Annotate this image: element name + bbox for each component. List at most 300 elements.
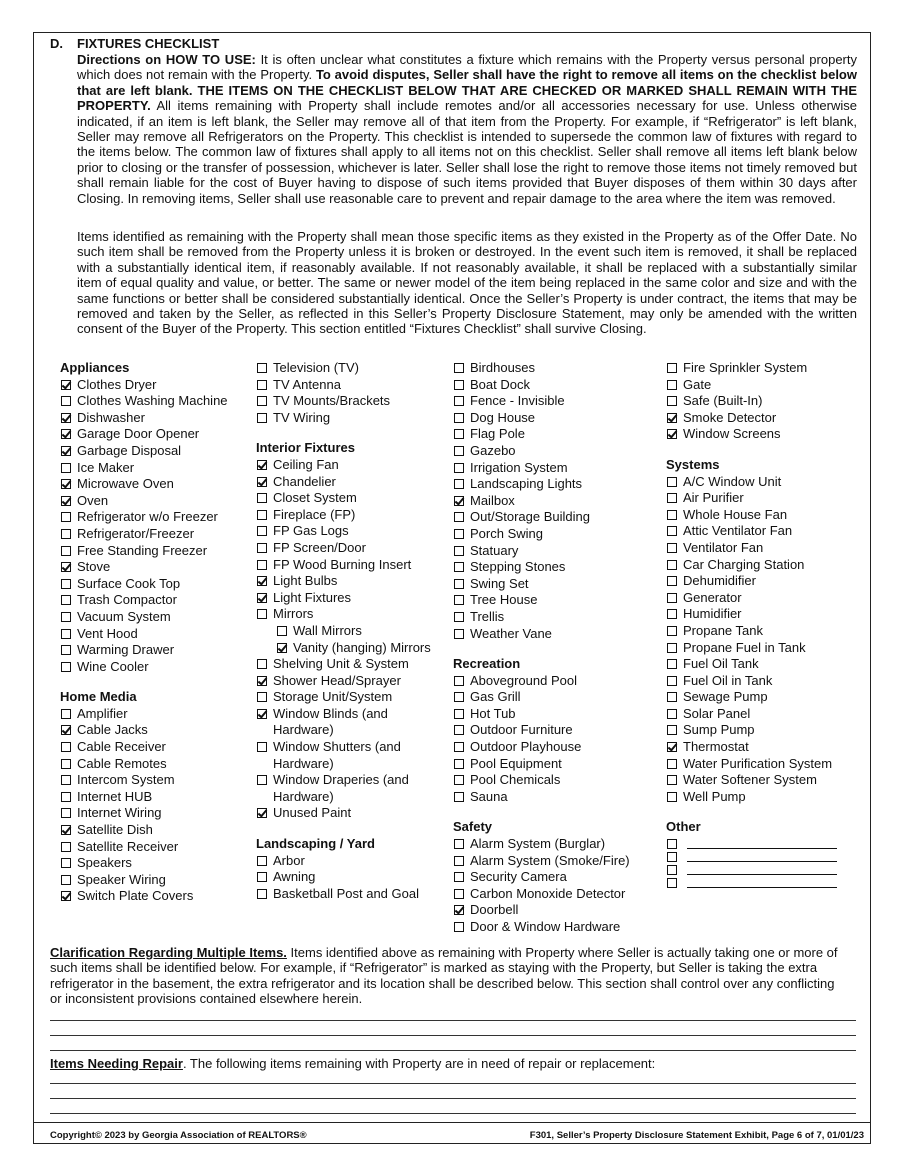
checkbox-icon[interactable] xyxy=(257,775,267,785)
checkbox-icon[interactable] xyxy=(667,396,677,406)
checklist-item-attic-ventilator-fan[interactable] xyxy=(666,523,866,540)
checklist-column-2 xyxy=(256,360,446,902)
checklist-item-garage-door-opener[interactable] xyxy=(60,426,245,443)
checkbox-icon[interactable] xyxy=(667,725,677,735)
checkbox-icon[interactable] xyxy=(61,396,71,406)
checkbox-icon[interactable] xyxy=(61,579,71,589)
checklist-item-label: Ceiling Fan xyxy=(273,456,339,472)
checklist-item-awning[interactable] xyxy=(256,869,446,886)
checklist-item-humidifier[interactable] xyxy=(666,606,866,623)
checklist-item-label: Trash Compactor xyxy=(77,592,177,608)
checklist-item-swing-set[interactable] xyxy=(453,576,658,593)
checkbox-icon[interactable] xyxy=(257,413,267,423)
checkbox-icon[interactable] xyxy=(667,852,677,862)
checklist-item-alarm-system-smoke-fire[interactable] xyxy=(453,853,658,870)
category-heading-appliances: Appliances xyxy=(60,360,130,375)
checklist-item-carbon-monoxide-detector[interactable] xyxy=(453,886,658,903)
checklist-item-wine-cooler[interactable] xyxy=(60,659,245,676)
checkbox-icon[interactable] xyxy=(61,463,71,473)
checked-box-icon[interactable] xyxy=(257,477,267,487)
checklist-item-well-pump[interactable] xyxy=(666,789,866,806)
checklist-item-switch-plate-covers[interactable] xyxy=(60,888,245,905)
checklist-item-stepping-stones[interactable] xyxy=(453,559,658,576)
checklist-item-shelving-unit-system[interactable] xyxy=(256,656,446,673)
checklist-item-a-c-window-unit[interactable] xyxy=(666,474,866,491)
clarification-line-1[interactable] xyxy=(50,1020,856,1021)
checklist-item-garbage-disposal[interactable] xyxy=(60,443,245,460)
checkbox-icon[interactable] xyxy=(667,560,677,570)
checklist-item-label: Satellite Receiver xyxy=(77,838,179,854)
checklist-item-label: Vent Hood xyxy=(77,625,138,641)
checklist-item-label: Window Blinds (and Hardware) xyxy=(273,705,388,738)
checkbox-icon[interactable] xyxy=(454,396,464,406)
checkbox-icon[interactable] xyxy=(257,609,267,619)
checklist-item-flag-pole[interactable] xyxy=(453,426,658,443)
checked-box-icon[interactable] xyxy=(61,562,71,572)
checklist-item-label: TV Wiring xyxy=(273,409,331,425)
checklist-item-fuel-oil-in-tank[interactable] xyxy=(666,673,866,690)
section-title: FIXTURES CHECKLIST xyxy=(77,36,220,51)
checklist-item-sewage-pump[interactable] xyxy=(666,689,866,706)
other-item-blank-line[interactable] xyxy=(687,862,837,875)
checklist-item-security-camera[interactable] xyxy=(453,869,658,886)
section-letter: D. xyxy=(50,36,63,51)
checklist-item-label: Propane Tank xyxy=(683,622,763,638)
checkbox-icon[interactable] xyxy=(667,878,677,888)
checklist-item-whole-house-fan[interactable] xyxy=(666,507,866,524)
checklist-item-ceiling-fan[interactable] xyxy=(256,457,446,474)
checkbox-icon[interactable] xyxy=(454,529,464,539)
checkbox-icon[interactable] xyxy=(61,875,71,885)
checklist-item-outdoor-furniture[interactable] xyxy=(453,722,658,739)
checked-box-icon[interactable] xyxy=(257,576,267,586)
directions-text-bold: To avoid disputes, Seller shall have the right to remove all items on the checklist below that are left blank. THE ITEMS ON THE CHECKLIST BELOW THAT ARE CHECKED OR MARKED SHALL REMAIN WITH THE PROPERTY. xyxy=(77,67,857,114)
checked-box-icon[interactable] xyxy=(61,496,71,506)
checklist-item-ventilator-fan[interactable] xyxy=(666,540,866,557)
checklist-item-label: Weather Vane xyxy=(470,625,552,641)
checkbox-icon[interactable] xyxy=(667,643,677,653)
checkbox-icon[interactable] xyxy=(667,526,677,536)
checkbox-icon[interactable] xyxy=(61,759,71,769)
checkbox-icon[interactable] xyxy=(454,759,464,769)
checklist-item-weather-vane[interactable] xyxy=(453,626,658,643)
checkbox-icon[interactable] xyxy=(667,692,677,702)
checklist-item-fp-wood-burning-insert[interactable] xyxy=(256,557,446,574)
checkbox-icon[interactable] xyxy=(61,775,71,785)
checklist-item-label: Dog House xyxy=(470,409,536,425)
checklist-item-label: Propane Fuel in Tank xyxy=(683,639,806,655)
checklist-item-label: Cable Jacks xyxy=(77,722,148,738)
category-heading-home-media: Home Media xyxy=(60,689,137,705)
checklist-item-irrigation-system[interactable] xyxy=(453,460,658,477)
checkbox-icon[interactable] xyxy=(257,363,267,373)
checklist-item-cable-receiver[interactable] xyxy=(60,739,245,756)
checkbox-icon[interactable] xyxy=(257,659,267,669)
checklist-item-oven[interactable] xyxy=(60,493,245,510)
checkbox-icon[interactable] xyxy=(454,742,464,752)
checklist-item-other-blank[interactable] xyxy=(666,836,866,849)
checklist-item-smoke-detector[interactable] xyxy=(666,410,866,427)
directions-text-b: All items remaining with Property shall include remotes and/or all accessories necessary for use. Unless otherwise indicated, if an item is left blank, the Seller may remove all of that item from the Property. For example, if “Refrigerator” is left blank, Seller may remove all Refrigerators on the Property. This checklist is intended to supersede the common law of fixtures with regard to the items below. The common law of fixtures shall apply to all items not on this checklist. Seller shall remove all items left blank below prior to closing or the transfer of possession, whichever is later. Seller shall lose the right to remove those items not timely removed but shall remain liable for the cost of Buyer having to dispose of such items provided that Buyer disposes of them within 30 days after Closing. In removing items, Seller shall use reasonable care to prevent and repair damage to the area where the item was removed. xyxy=(77,98,857,206)
checklist-item-safe-built-in[interactable] xyxy=(666,393,866,410)
checklist-item-label: Garbage Disposal xyxy=(77,442,182,458)
checklist-item-solar-panel[interactable] xyxy=(666,706,866,723)
checklist-item-label: Landscaping Lights xyxy=(470,476,583,492)
checklist-item-gate[interactable] xyxy=(666,377,866,394)
checked-box-icon[interactable] xyxy=(61,725,71,735)
checklist-item-label: FP Wood Burning Insert xyxy=(273,556,412,572)
checklist-item-free-standing-freezer[interactable] xyxy=(60,543,245,560)
checkbox-icon[interactable] xyxy=(454,446,464,456)
checklist-item-chandelier[interactable] xyxy=(256,474,446,491)
checklist-item-fence-invisible[interactable] xyxy=(453,393,658,410)
checkbox-icon[interactable] xyxy=(257,380,267,390)
checklist-item-mirrors[interactable] xyxy=(256,606,446,623)
repair-line-3[interactable] xyxy=(50,1113,856,1114)
checklist-item-window-blinds-and-hardware[interactable] xyxy=(256,706,446,739)
checklist-item-label: Stove xyxy=(77,559,111,575)
checked-box-icon[interactable] xyxy=(61,413,71,423)
checked-box-icon[interactable] xyxy=(257,676,267,686)
checklist-item-label: Arbor xyxy=(273,852,305,868)
checkbox-icon[interactable] xyxy=(454,872,464,882)
checklist-item-label: Tree House xyxy=(470,592,538,608)
checklist-item-ice-maker[interactable] xyxy=(60,460,245,477)
checklist-item-window-screens[interactable] xyxy=(666,426,866,443)
checklist-item-label: Alarm System (Smoke/Fire) xyxy=(470,852,630,868)
checklist-item-fireplace-fp[interactable] xyxy=(256,507,446,524)
checklist-item-fire-sprinkler-system[interactable] xyxy=(666,360,866,377)
checklist-item-porch-swing[interactable] xyxy=(453,526,658,543)
checklist-item-warming-drawer[interactable] xyxy=(60,642,245,659)
checklist-item-label: Window Draperies (and Hardware) xyxy=(273,772,409,804)
checkbox-icon[interactable] xyxy=(667,759,677,769)
checkbox-icon[interactable] xyxy=(667,609,677,619)
checklist-item-clothes-washing-machine[interactable] xyxy=(60,393,245,410)
checkbox-icon[interactable] xyxy=(667,676,677,686)
checklist-item-label: Swing Set xyxy=(470,575,529,591)
checked-box-icon[interactable] xyxy=(61,446,71,456)
checklist-item-generator[interactable] xyxy=(666,590,866,607)
checklist-item-car-charging-station[interactable] xyxy=(666,557,866,574)
checklist-item-arbor[interactable] xyxy=(256,853,446,870)
checklist-item-dishwasher[interactable] xyxy=(60,410,245,427)
checklist-item-shower-head-sprayer[interactable] xyxy=(256,673,446,690)
checked-box-icon[interactable] xyxy=(257,808,267,818)
checkbox-icon[interactable] xyxy=(61,808,71,818)
checked-box-icon[interactable] xyxy=(61,429,71,439)
checklist-item-label: Wall Mirrors xyxy=(293,622,362,638)
checklist-item-water-softener-system[interactable] xyxy=(666,772,866,789)
checklist-item-label: FP Screen/Door xyxy=(273,539,366,555)
checklist-item-alarm-system-burglar[interactable] xyxy=(453,836,658,853)
checklist-item-label: Fireplace (FP) xyxy=(273,506,356,522)
checklist-item-speakers[interactable] xyxy=(60,855,245,872)
checkbox-icon[interactable] xyxy=(277,626,287,636)
group-spacer xyxy=(256,426,446,440)
checklist-item-other-blank[interactable] xyxy=(666,849,866,862)
checkbox-icon[interactable] xyxy=(454,889,464,899)
checklist-item-statuary[interactable] xyxy=(453,543,658,560)
checkbox-icon[interactable] xyxy=(454,612,464,622)
checkbox-icon[interactable] xyxy=(61,595,71,605)
checkbox-icon[interactable] xyxy=(667,593,677,603)
checked-box-icon[interactable] xyxy=(277,643,287,653)
group-spacer xyxy=(666,805,866,819)
checkbox-icon[interactable] xyxy=(257,493,267,503)
category-heading-interior-fixtures: Interior Fixtures xyxy=(256,440,355,456)
checkbox-icon[interactable] xyxy=(667,510,677,520)
checkbox-icon[interactable] xyxy=(454,579,464,589)
checkbox-icon[interactable] xyxy=(454,775,464,785)
checklist-item-label: Speaker Wiring xyxy=(77,871,166,887)
checklist-item-internet-hub[interactable] xyxy=(60,789,245,806)
checkbox-icon[interactable] xyxy=(454,380,464,390)
checklist-item-aboveground-pool[interactable] xyxy=(453,673,658,690)
checkbox-icon[interactable] xyxy=(257,560,267,570)
checklist-item-sump-pump[interactable] xyxy=(666,722,866,739)
checkbox-icon[interactable] xyxy=(61,662,71,672)
checkbox-icon[interactable] xyxy=(667,576,677,586)
checklist-item-tv-mounts-brackets[interactable] xyxy=(256,393,446,410)
checkbox-icon[interactable] xyxy=(667,363,677,373)
checkbox-icon[interactable] xyxy=(454,676,464,686)
checkbox-icon[interactable] xyxy=(454,429,464,439)
checkbox-icon[interactable] xyxy=(454,413,464,423)
checkbox-icon[interactable] xyxy=(667,543,677,553)
checklist-item-amplifier[interactable] xyxy=(60,706,245,723)
checklist-item-outdoor-playhouse[interactable] xyxy=(453,739,658,756)
checked-box-icon[interactable] xyxy=(667,429,677,439)
checked-box-icon[interactable] xyxy=(257,460,267,470)
checkbox-icon[interactable] xyxy=(61,742,71,752)
checklist-item-storage-unit-system[interactable] xyxy=(256,689,446,706)
checklist-item-refrigerator-freezer[interactable] xyxy=(60,526,245,543)
checkbox-icon[interactable] xyxy=(667,380,677,390)
checkbox-icon[interactable] xyxy=(667,493,677,503)
checklist-item-vanity-hanging-mirrors[interactable] xyxy=(256,640,446,657)
checklist-item-wall-mirrors[interactable] xyxy=(256,623,446,640)
checklist-item-clothes-dryer[interactable] xyxy=(60,377,245,394)
checklist-item-pool-chemicals[interactable] xyxy=(453,772,658,789)
checkbox-icon[interactable] xyxy=(257,889,267,899)
checklist-item-cable-remotes[interactable] xyxy=(60,756,245,773)
checklist-item-dehumidifier[interactable] xyxy=(666,573,866,590)
checkbox-icon[interactable] xyxy=(454,595,464,605)
checkbox-icon[interactable] xyxy=(257,543,267,553)
checklist-item-intercom-system[interactable] xyxy=(60,772,245,789)
checklist-item-tv-wiring[interactable] xyxy=(256,410,446,427)
checklist-item-label: Safe (Built-In) xyxy=(683,393,763,409)
checklist-item-fp-screen-door[interactable] xyxy=(256,540,446,557)
checklist-item-label: Boat Dock xyxy=(470,376,530,392)
checklist-item-internet-wiring[interactable] xyxy=(60,805,245,822)
footer-form-id: F301, Seller’s Property Disclosure Statement Exhibit, Page 6 of 7, 01/01/23 xyxy=(529,1130,864,1141)
checklist-item-mailbox[interactable] xyxy=(453,493,658,510)
checked-box-icon[interactable] xyxy=(61,380,71,390)
checkbox-icon[interactable] xyxy=(667,839,677,849)
checklist-item-label: Intercom System xyxy=(77,772,175,788)
checklist-item-light-fixtures[interactable] xyxy=(256,590,446,607)
checklist-item-television-tv[interactable] xyxy=(256,360,446,377)
checklist-item-closet-system[interactable] xyxy=(256,490,446,507)
checkbox-icon[interactable] xyxy=(454,562,464,572)
checkbox-icon[interactable] xyxy=(454,725,464,735)
checklist-item-label: Clothes Washing Machine xyxy=(77,393,228,409)
checklist-item-basketball-post-and-goal[interactable] xyxy=(256,886,446,903)
checklist-item-gas-grill[interactable] xyxy=(453,689,658,706)
checklist-item-unused-paint[interactable] xyxy=(256,805,446,822)
checked-box-icon[interactable] xyxy=(61,825,71,835)
checklist-item-light-bulbs[interactable] xyxy=(256,573,446,590)
checkbox-icon[interactable] xyxy=(454,363,464,373)
checklist-item-label: Vacuum System xyxy=(77,608,171,624)
checkbox-icon[interactable] xyxy=(61,612,71,622)
checklist-item-label: Storage Unit/System xyxy=(273,689,393,705)
checklist-item-other-blank[interactable] xyxy=(666,862,866,875)
checkbox-icon[interactable] xyxy=(667,865,677,875)
checkbox-icon[interactable] xyxy=(454,839,464,849)
repair-line-2[interactable] xyxy=(50,1098,856,1099)
checklist-item-door-window-hardware[interactable] xyxy=(453,919,658,936)
checkbox-icon[interactable] xyxy=(667,775,677,785)
checklist-item-window-shutters-and-hardware[interactable] xyxy=(256,739,446,772)
checklist-item-vacuum-system[interactable] xyxy=(60,609,245,626)
checklist-item-label: Sauna xyxy=(470,788,508,804)
checklist-item-label: Wine Cooler xyxy=(77,658,149,674)
checklist-item-label: Security Camera xyxy=(470,869,567,885)
checklist-item-label: Unused Paint xyxy=(273,805,352,821)
checkbox-icon[interactable] xyxy=(61,709,71,719)
checklist-item-label: Satellite Dish xyxy=(77,822,153,838)
checkbox-icon[interactable] xyxy=(454,546,464,556)
checkbox-icon[interactable] xyxy=(61,792,71,802)
checkbox-icon[interactable] xyxy=(454,512,464,522)
checkbox-icon[interactable] xyxy=(61,645,71,655)
checklist-item-surface-cook-top[interactable] xyxy=(60,576,245,593)
checkbox-icon[interactable] xyxy=(454,463,464,473)
checklist-item-doorbell[interactable] xyxy=(453,902,658,919)
checkbox-icon[interactable] xyxy=(61,546,71,556)
checkbox-icon[interactable] xyxy=(454,792,464,802)
checklist-item-fuel-oil-tank[interactable] xyxy=(666,656,866,673)
checklist-item-landscaping-lights[interactable] xyxy=(453,476,658,493)
checked-box-icon[interactable] xyxy=(257,593,267,603)
checklist-item-gazebo[interactable] xyxy=(453,443,658,460)
checked-box-icon[interactable] xyxy=(61,891,71,901)
checkbox-icon[interactable] xyxy=(667,659,677,669)
checklist-item-thermostat[interactable] xyxy=(666,739,866,756)
checkbox-icon[interactable] xyxy=(61,512,71,522)
checklist-item-other-blank[interactable] xyxy=(666,875,866,888)
other-item-blank-line[interactable] xyxy=(687,875,837,888)
checklist-item-window-draperies-and-hardware[interactable] xyxy=(256,772,446,805)
checklist-item-label: Mirrors xyxy=(273,606,314,622)
checked-box-icon[interactable] xyxy=(61,479,71,489)
checkbox-icon[interactable] xyxy=(61,629,71,639)
checklist-item-fp-gas-logs[interactable] xyxy=(256,523,446,540)
checklist-item-dog-house[interactable] xyxy=(453,410,658,427)
checklist-item-refrigerator-w-o-freezer[interactable] xyxy=(60,509,245,526)
checklist-item-satellite-receiver[interactable] xyxy=(60,839,245,856)
checkbox-icon[interactable] xyxy=(454,479,464,489)
checklist-item-label: FP Gas Logs xyxy=(273,523,349,539)
checkbox-icon[interactable] xyxy=(454,709,464,719)
checklist-item-trash-compactor[interactable] xyxy=(60,592,245,609)
checklist-item-label: Car Charging Station xyxy=(683,556,805,572)
checkbox-icon[interactable] xyxy=(454,922,464,932)
checkbox-icon[interactable] xyxy=(257,856,267,866)
checklist-item-microwave-oven[interactable] xyxy=(60,476,245,493)
checked-box-icon[interactable] xyxy=(257,709,267,719)
checkbox-icon[interactable] xyxy=(61,529,71,539)
checklist-item-tree-house[interactable] xyxy=(453,592,658,609)
checklist-item-birdhouses[interactable] xyxy=(453,360,658,377)
checkbox-icon[interactable] xyxy=(667,792,677,802)
checked-box-icon[interactable] xyxy=(667,742,677,752)
checkbox-icon[interactable] xyxy=(61,858,71,868)
checkbox-icon[interactable] xyxy=(257,510,267,520)
checklist-item-label: Fuel Oil in Tank xyxy=(683,672,773,688)
checklist-item-cable-jacks[interactable] xyxy=(60,722,245,739)
checkbox-icon[interactable] xyxy=(667,477,677,487)
checkbox-icon[interactable] xyxy=(667,626,677,636)
clarification-text: Items identified above as remaining with Property where Seller is actually taking one or more of such items shall be identified below. For example, if “Refrigerator” is marked as staying with the Property, but Seller is taking the extra refrigerator in the basement, the extra refrigerator and its location shall be described below. This section shall control over any conflicting or inconsistent provisions contained elsewhere herein. xyxy=(50,945,838,1007)
checklist-item-label: Outdoor Furniture xyxy=(470,722,573,738)
checklist-item-propane-fuel-in-tank[interactable] xyxy=(666,640,866,657)
checklist-item-label: Vanity (hanging) Mirrors xyxy=(293,639,431,655)
other-item-blank-line[interactable] xyxy=(687,836,837,849)
checked-box-icon[interactable] xyxy=(454,496,464,506)
checklist-item-trellis[interactable] xyxy=(453,609,658,626)
other-item-blank-line[interactable] xyxy=(687,849,837,862)
checked-box-icon[interactable] xyxy=(454,905,464,915)
repair-line-1[interactable] xyxy=(50,1083,856,1084)
clarification-line-3[interactable] xyxy=(50,1050,856,1051)
checklist-item-stove[interactable] xyxy=(60,559,245,576)
clarification-line-2[interactable] xyxy=(50,1035,856,1036)
checkbox-icon[interactable] xyxy=(61,842,71,852)
checklist-item-sauna[interactable] xyxy=(453,789,658,806)
checklist-item-water-purification-system[interactable] xyxy=(666,756,866,773)
checkbox-icon[interactable] xyxy=(257,872,267,882)
checkbox-icon[interactable] xyxy=(257,692,267,702)
checkbox-icon[interactable] xyxy=(257,526,267,536)
checklist-item-speaker-wiring[interactable] xyxy=(60,872,245,889)
checkbox-icon[interactable] xyxy=(667,709,677,719)
checklist-item-label: Water Purification System xyxy=(683,755,833,771)
checklist-item-hot-tub[interactable] xyxy=(453,706,658,723)
checked-box-icon[interactable] xyxy=(667,413,677,423)
checkbox-icon[interactable] xyxy=(454,629,464,639)
checklist-item-propane-tank[interactable] xyxy=(666,623,866,640)
checklist-item-label: Ice Maker xyxy=(77,459,135,475)
checklist-item-label: Mailbox xyxy=(470,492,515,508)
checklist-item-label: Light Fixtures xyxy=(273,589,352,605)
checkbox-icon[interactable] xyxy=(257,396,267,406)
checklist-item-vent-hood[interactable] xyxy=(60,626,245,643)
checklist-item-pool-equipment[interactable] xyxy=(453,756,658,773)
checklist-item-tv-antenna[interactable] xyxy=(256,377,446,394)
checkbox-icon[interactable] xyxy=(454,856,464,866)
checklist-item-boat-dock[interactable] xyxy=(453,377,658,394)
checklist-item-satellite-dish[interactable] xyxy=(60,822,245,839)
checklist-item-label: Ventilator Fan xyxy=(683,539,764,555)
checkbox-icon[interactable] xyxy=(257,742,267,752)
checkbox-icon[interactable] xyxy=(454,692,464,702)
checklist-item-air-purifier[interactable] xyxy=(666,490,866,507)
checklist-item-out-storage-building[interactable] xyxy=(453,509,658,526)
